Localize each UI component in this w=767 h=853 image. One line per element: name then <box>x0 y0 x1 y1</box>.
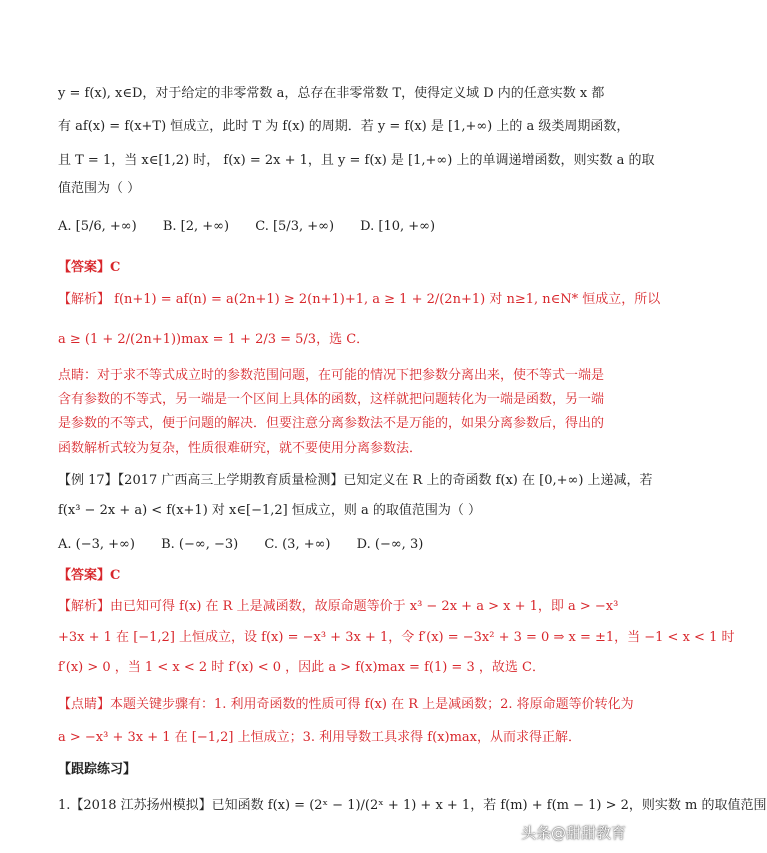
p1-tip-line4: 函数解析式较为复杂，性质很难研究，就不要使用分离参数法． <box>58 441 423 456</box>
p1-solution-line1: 【解析】 f(n+1) = af(n) = a(2n+1) ≥ 2(n+1)+1, a ≥ 1 + 2/(2n+1) 对 n≥1, n∈N* 恒成立，所以 <box>58 292 661 307</box>
option-c: C. [5/3, +∞) <box>255 219 335 234</box>
p1-tip-line2: 含有参数的不等式，另一端是一个区间上具体的函数，这样就把问题转化为一端是函数，另一端 <box>58 392 605 407</box>
option-c: C. (3, +∞) <box>264 537 331 552</box>
ex17-tip-line1: 【点睛】本题关键步骤有：1. 利用奇函数的性质可得 f(x) 在 R 上是减函数；2. 将原命题等价转化为 <box>58 697 634 712</box>
p1-solution-line2: a ≥ (1 + 2/(2n+1))max = 1 + 2/3 = 5/3，选 C． <box>58 332 370 347</box>
ex17-options <box>58 536 602 554</box>
ex17-tip-line2: a > −x³ + 3x + 1 在 [−1,2] 上恒成立；3. 利用导数工具求得 f(x)max，从而求得正解． <box>58 730 582 745</box>
p1-options <box>58 218 602 236</box>
p1-tip-line1: 点睛：对于求不等式成立时的参数范围问题，在可能的情况下把参数分离出来，使不等式一端是 <box>58 368 605 383</box>
ex17-solution-line3: f′(x) > 0 ，当 1 < x < 2 时 f′(x) < 0 ，因此 a > f(x)max = f(1) = 3 ，故选 C． <box>58 660 545 675</box>
option-a: A. (−3, +∞) <box>58 537 135 552</box>
ex17-line2: f(x³ − 2x + a) < f(x+1) 对 x∈[−1,2] 恒成立，则 a 的取值范围为（ ） <box>58 503 481 518</box>
option-b: B. (−∞, −3) <box>161 537 239 552</box>
option-d: D. (−∞, 3) <box>356 537 424 552</box>
option-a: A. [5/6, +∞) <box>58 219 137 234</box>
practice-question-1: 1.【2018 江苏扬州模拟】已知函数 f(x) = (2ˣ − 1)/(2ˣ + 1) + x + 1，若 f(m) + f(m − 1) > 2，则实数 m 的取值范围 <box>58 798 767 813</box>
option-d: D. [10, +∞) <box>360 219 436 234</box>
ex17-solution-line2: +3x + 1 在 [−1,2] 上恒成立，设 f(x) = −x³ + 3x + 1，令 f′(x) = −3x² + 3 = 0 ⇒ x = ±1，当 −1 < x < 1 时 <box>58 630 735 645</box>
p1-line2: 有 af(x) = f(x+T) 恒成立，此时 T 为 f(x) 的周期．若 y = f(x) 是 [1,+∞) 上的 a 级类周期函数， <box>58 119 630 134</box>
p1-line4: 值范围为（ ） <box>58 181 141 196</box>
p1-answer: 【答案】C <box>58 260 121 275</box>
ex17-line1: 【例 17】【2017 广西高三上学期教育质量检测】已知定义在 R 上的奇函数 f(x) 在 [0,+∞) 上递减，若 <box>58 473 653 488</box>
p1-line1: y = f(x), x∈D，对于给定的非零常数 a，总存在非零常数 T，使得定义域 D 内的任意实数 x 都 <box>58 86 605 101</box>
p1-tip-line3: 是参数的不等式，便于问题的解决．但要注意分离参数法不是万能的，如果分离参数后，得出的 <box>58 416 605 431</box>
p1-line3: 且 T = 1，当 x∈[1,2) 时， f(x) = 2x + 1，且 y = f(x) 是 [1,+∞) 上的单调递增函数，则实数 a 的取 <box>58 153 655 168</box>
practice-heading: 【跟踪练习】 <box>58 762 137 777</box>
ex17-solution-line1: 【解析】由已知可得 f(x) 在 R 上是减函数，故原命题等价于 x³ − 2x + a > x + 1，即 a > −x³ <box>58 599 619 614</box>
watermark: 头条@甜甜教育 <box>520 824 626 842</box>
ex17-answer: 【答案】C <box>58 568 121 583</box>
option-b: B. [2, +∞) <box>162 219 230 234</box>
